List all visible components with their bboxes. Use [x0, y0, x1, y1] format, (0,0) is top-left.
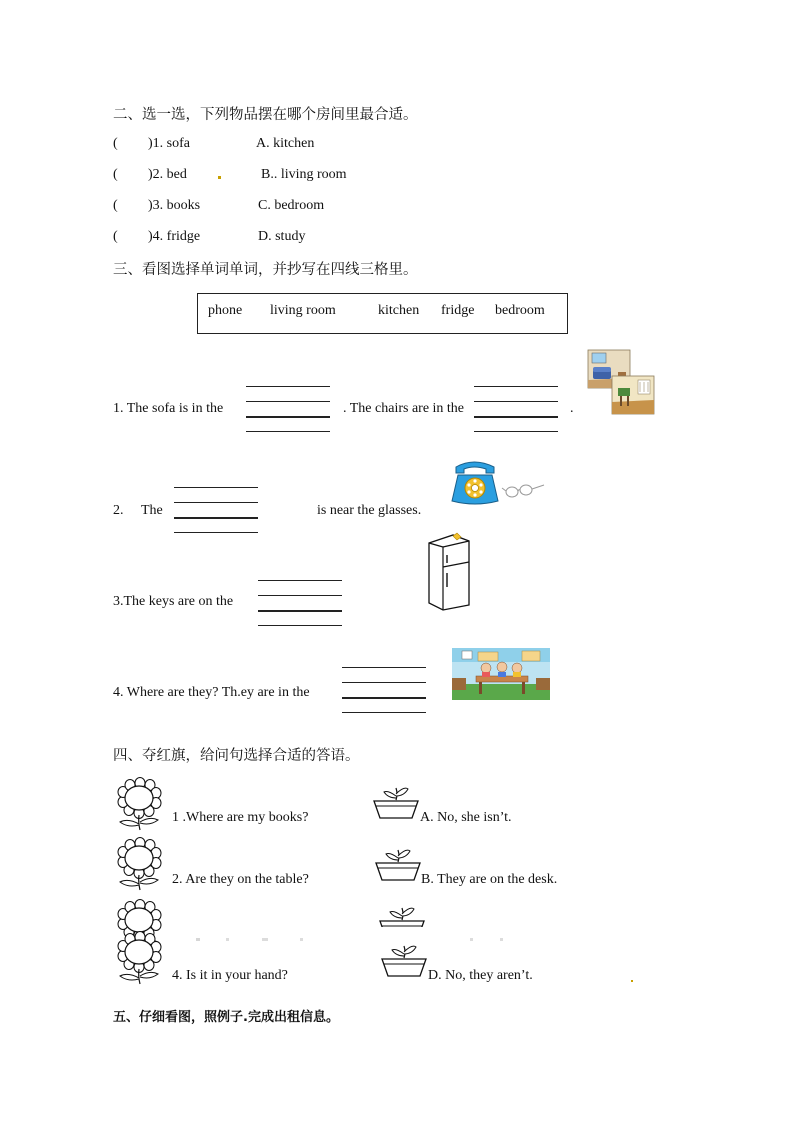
answer-paren: ( [113, 198, 118, 213]
question-2: 2. Are they on the table? [172, 872, 309, 887]
answer-paren: ( [113, 167, 118, 182]
word-phone: phone [208, 303, 243, 318]
section5-title: 五、仔细看图，照例子.完成出租信息。 [113, 1010, 339, 1025]
q1-text-part2: . The chairs are in the [343, 401, 465, 416]
fridge-picture [425, 533, 475, 611]
flower-icon [116, 776, 164, 832]
faded-row-cover [164, 927, 584, 947]
item-label: )1. sofa [148, 136, 190, 151]
item-option: D. study [258, 229, 306, 244]
kitchen-scene-image [452, 648, 550, 700]
word-bank [197, 293, 568, 334]
question-1: 1 .Where are my books? [172, 810, 309, 825]
answer-paren: ( [113, 136, 118, 151]
phone-picture [450, 459, 546, 505]
flower-pot-icon[interactable] [382, 944, 428, 978]
item-option: B.. living room [261, 167, 347, 182]
q2-the: The [141, 503, 163, 518]
flower-pot-icon[interactable] [374, 786, 420, 820]
flower-icon [116, 930, 164, 986]
q3-text: 3.The keys are on the [113, 594, 234, 609]
faded-mark [500, 938, 503, 941]
answer-paren: ( [113, 229, 118, 244]
kitchen-picture [452, 648, 550, 700]
answer-d: D. No, they aren’t. [428, 968, 533, 983]
section2-title: 二、选一选，下列物品摆在哪个房间里最合适。 [113, 107, 418, 123]
stray-dot [218, 176, 221, 179]
word-kitchen: kitchen [378, 303, 420, 318]
q1-text-part1: 1. The sofa is in the [113, 401, 224, 416]
faded-mark [262, 938, 268, 941]
question-4: 4. Is it in your hand? [172, 968, 288, 983]
answer-a: A. No, she isn’t. [420, 810, 512, 825]
flower-pot-icon[interactable] [376, 848, 422, 882]
rooms-picture [588, 350, 654, 414]
fridge-icon [429, 533, 469, 610]
section4-title: 四、夺红旗，给问句选择合适的答语。 [113, 748, 360, 764]
stray-dot [631, 980, 633, 982]
word-living-room: living room [270, 303, 336, 318]
item-option: A. kitchen [256, 136, 315, 151]
item-option: C. bedroom [258, 198, 325, 213]
faded-mark [470, 938, 473, 941]
item-label: )3. books [148, 198, 201, 213]
section3-title: 三、看图选择单词单词，并抄写在四线三格里。 [113, 262, 418, 278]
q4-text: 4. Where are they? Th.ey are in the [113, 685, 310, 700]
q2-text-rest: is near the glasses. [317, 503, 422, 518]
faded-mark [226, 938, 229, 941]
phone-icon [452, 462, 498, 504]
q2-number: 2. [113, 503, 124, 518]
item-label: )2. bed [148, 167, 187, 182]
glasses-icon [502, 485, 544, 497]
item-label: )4. fridge [148, 229, 201, 244]
faded-mark [196, 938, 200, 941]
bedroom-image [612, 376, 654, 414]
faded-mark [300, 938, 303, 941]
answer-b: B. They are on the desk. [421, 872, 558, 887]
word-bedroom: bedroom [495, 303, 545, 318]
flower-icon [116, 836, 164, 892]
q1-end-period: . [570, 401, 574, 416]
word-fridge: fridge [441, 303, 475, 318]
